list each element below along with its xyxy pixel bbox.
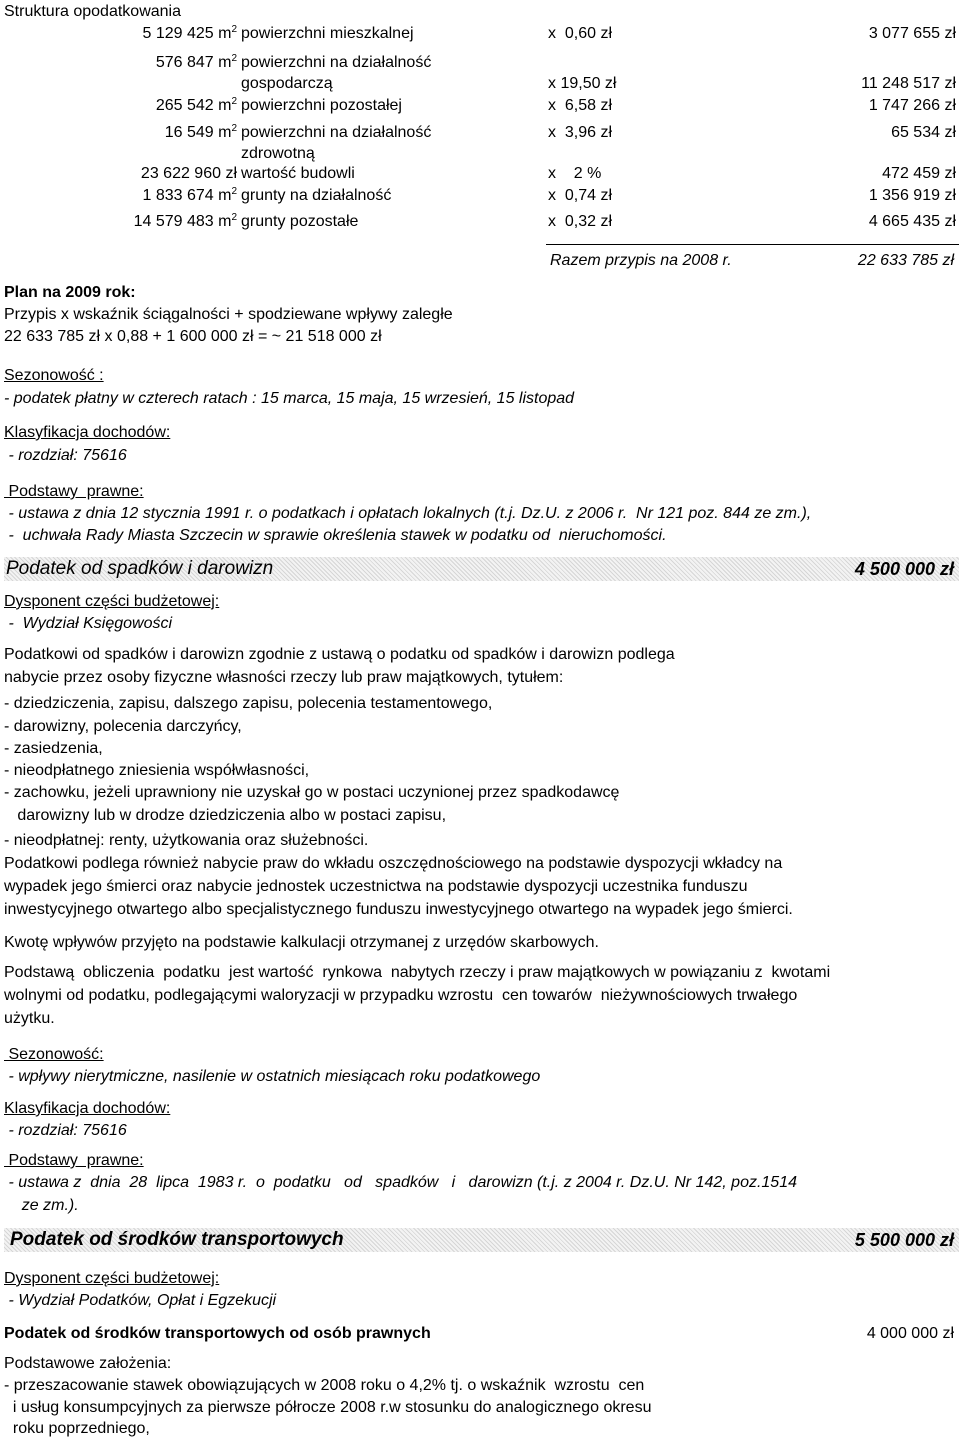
paragraph-line: Podatkowi podlega również nabycie praw do wkładu oszczędnościowego na podstawie dyspozycji wkładcy na (4, 855, 783, 872)
row-description: powierzchni pozostałej (241, 97, 402, 114)
row-description-continued: gospodarczą (241, 75, 333, 92)
row-amount: 11 248 517 zł (861, 75, 956, 92)
paragraph-line: wypadek jego śmierci oraz nabycie jednostek uczestnictwa na podstawie dyspozycji uczestnika funduszu (4, 878, 748, 895)
row-description: grunty na działalność (241, 187, 392, 204)
total-separator-line (546, 244, 959, 245)
list-item: - dziedziczenia, zapisu, dalszego zapisu, polecenia testamentowego, (4, 695, 493, 712)
legal-basis-line: - ustawa z dnia 12 stycznia 1991 r. o podatkach i opłatach lokalnych (t.j. Dz.U. z 2006 r. Nr 121 poz. 844 ze zm.), (4, 505, 812, 522)
budget-holder-line: - Wydział Podatków, Opłat i Egzekucji (4, 1292, 277, 1309)
paragraph-line: użytku. (4, 1010, 55, 1027)
row-amount: 472 459 zł (882, 165, 956, 182)
row-amount: 3 077 655 zł (868, 25, 956, 42)
row-rate: x 0,60 zł (548, 25, 613, 42)
subsection-title: Podatek od środków transportowych od osób prawnych (4, 1325, 431, 1342)
budget-holder-heading: Dysponent części budżetowej: (4, 593, 220, 610)
inheritance-tax-amount: 4 500 000 zł (854, 559, 954, 579)
plan-heading: Plan na 2009 rok: (4, 284, 136, 301)
seasonality-line: - wpływy nierytmiczne, nasilenie w ostatnich miesiącach roku podatkowego (4, 1068, 541, 1085)
row-rate: x 3,96 zł (548, 124, 613, 141)
list-item: - darowizny, polecenia darczyńcy, (4, 718, 242, 735)
assumptions-line: i usług konsumpcyjnych za pierwsze półrocze 2008 r.w stosunku do analogicznego okresu (4, 1399, 652, 1416)
legal-basis-line: ze zm.). (4, 1197, 79, 1214)
seasonality-heading: Sezonowość : (4, 367, 104, 384)
row-quantity: 576 847 $m^2$ (155, 53, 237, 71)
classification-line: - rozdział: 75616 (4, 447, 127, 464)
row-description: powierzchni na działalność (241, 124, 432, 141)
list-item: - nieodpłatnego zniesienia współwłasności, (4, 762, 310, 779)
seasonality-line: - podatek płatny w czterech ratach : 15 marca, 15 maja, 15 wrzesień, 15 listopad (4, 390, 575, 407)
list-item: - zachowku, jeżeli uprawniony nie uzyskał go w postaci uczynionej przez spadkodawcę (4, 784, 620, 801)
classification-heading: Klasyfikacja dochodów: (4, 424, 171, 441)
row-description: powierzchni na działalność (241, 54, 432, 71)
row-quantity: 16 549 $m^2$ (164, 123, 237, 141)
plan-formula: Przypis x wskaźnik ściągalności + spodziewane wpływy zaległe (4, 306, 453, 323)
row-quantity: 14 579 483 $m^2$ (133, 212, 237, 230)
row-description-continued: zdrowotną (241, 145, 315, 162)
legal-basis-heading: Podstawy prawne: (4, 1152, 144, 1169)
legal-basis-heading: Podstawy prawne: (4, 483, 144, 500)
list-item: - nieodpłatnej: renty, użytkowania oraz służebności. (4, 832, 369, 849)
classification-line: - rozdział: 75616 (4, 1122, 127, 1139)
assumptions-line: roku poprzedniego, (4, 1420, 150, 1437)
row-description: powierzchni mieszkalnej (241, 25, 414, 42)
transport-tax-title: Podatek od środków transportowych (10, 1229, 344, 1250)
list-item: - zasiedzenia, (4, 740, 103, 757)
row-rate: x 0,32 zł (548, 213, 613, 230)
paragraph-line: wolnymi od podatku, podlegającymi waloryzacji w przypadku wzrostu cen towarów nieżywnościowych trwałego (4, 987, 798, 1004)
row-quantity: 265 542 $m^2$ (155, 96, 237, 114)
assumptions-heading: Podstawowe założenia: (4, 1355, 172, 1372)
row-rate: x 6,58 zł (548, 97, 613, 114)
seasonality-heading: Sezonowość: (4, 1046, 104, 1063)
transport-tax-amount: 5 500 000 zł (854, 1230, 954, 1250)
plan-calculation: 22 633 785 zł x 0,88 + 1 600 000 zł = ~ 21 518 000 zł (4, 328, 382, 345)
row-description: wartość budowli (241, 165, 355, 182)
row-rate: x 19,50 zł (548, 75, 617, 92)
row-quantity: 5 129 425 $m^2$ (142, 24, 237, 42)
row-amount: 1 747 266 zł (868, 97, 956, 114)
row-amount: 4 665 435 zł (868, 213, 956, 230)
assumptions-line: - przeszacowanie stawek obowiązujących w 2008 roku o 4,2% tj. o wskaźnik wzrostu cen (4, 1377, 645, 1394)
inheritance-tax-title: Podatek od spadków i darowizn (6, 558, 274, 579)
row-rate: x 2 % (548, 165, 602, 182)
paragraph-line: nabycie przez osoby fizyczne własności rzeczy lub praw majątkowych, tytułem: (4, 669, 564, 686)
row-rate: x 0,74 zł (548, 187, 613, 204)
legal-basis-line: - ustawa z dnia 28 lipca 1983 r. o podatku od spadków i darowizn (t.j. z 2004 r. Dz.U. Nr 142, poz.1514 (4, 1174, 797, 1191)
paragraph-line: Kwotę wpływów przyjęto na podstawie kalkulacji otrzymanej z urzędów skarbowych. (4, 934, 599, 951)
classification-heading: Klasyfikacja dochodów: (4, 1100, 171, 1117)
list-item: darowizny lub w drodze dziedziczenia albo w postaci zapisu, (4, 807, 447, 824)
section-title: Struktura opodatkowania (4, 3, 181, 20)
budget-holder-line: - Wydział Księgowości (4, 615, 173, 632)
row-amount: 1 356 919 zł (868, 187, 956, 204)
subsection-amount: 4 000 000 zł (866, 1325, 954, 1342)
legal-basis-line: - uchwała Rady Miasta Szczecin w sprawie określenia stawek w podatku od nieruchomości. (4, 527, 667, 544)
total-value: 22 633 785 zł (857, 252, 954, 269)
row-quantity: 23 622 960 zł (140, 165, 237, 182)
paragraph-line: Podstawą obliczenia podatku jest wartość rynkowa nabytych rzeczy i praw majątkowych w powiązaniu z kwotami (4, 964, 831, 981)
row-amount: 65 534 zł (891, 124, 956, 141)
row-quantity: 1 833 674 $m^2$ (142, 186, 237, 204)
paragraph-line: inwestycyjnego otwartego albo specjalistycznego funduszu inwestycyjnego otwartego na wypadek jego śmierci. (4, 901, 793, 918)
row-description: grunty pozostałe (241, 213, 359, 230)
paragraph-line: Podatkowi od spadków i darowizn zgodnie z ustawą o podatku od spadków i darowizn podlega (4, 646, 675, 663)
budget-holder-heading: Dysponent części budżetowej: (4, 1270, 220, 1287)
total-label: Razem przypis na 2008 r. (550, 252, 732, 269)
